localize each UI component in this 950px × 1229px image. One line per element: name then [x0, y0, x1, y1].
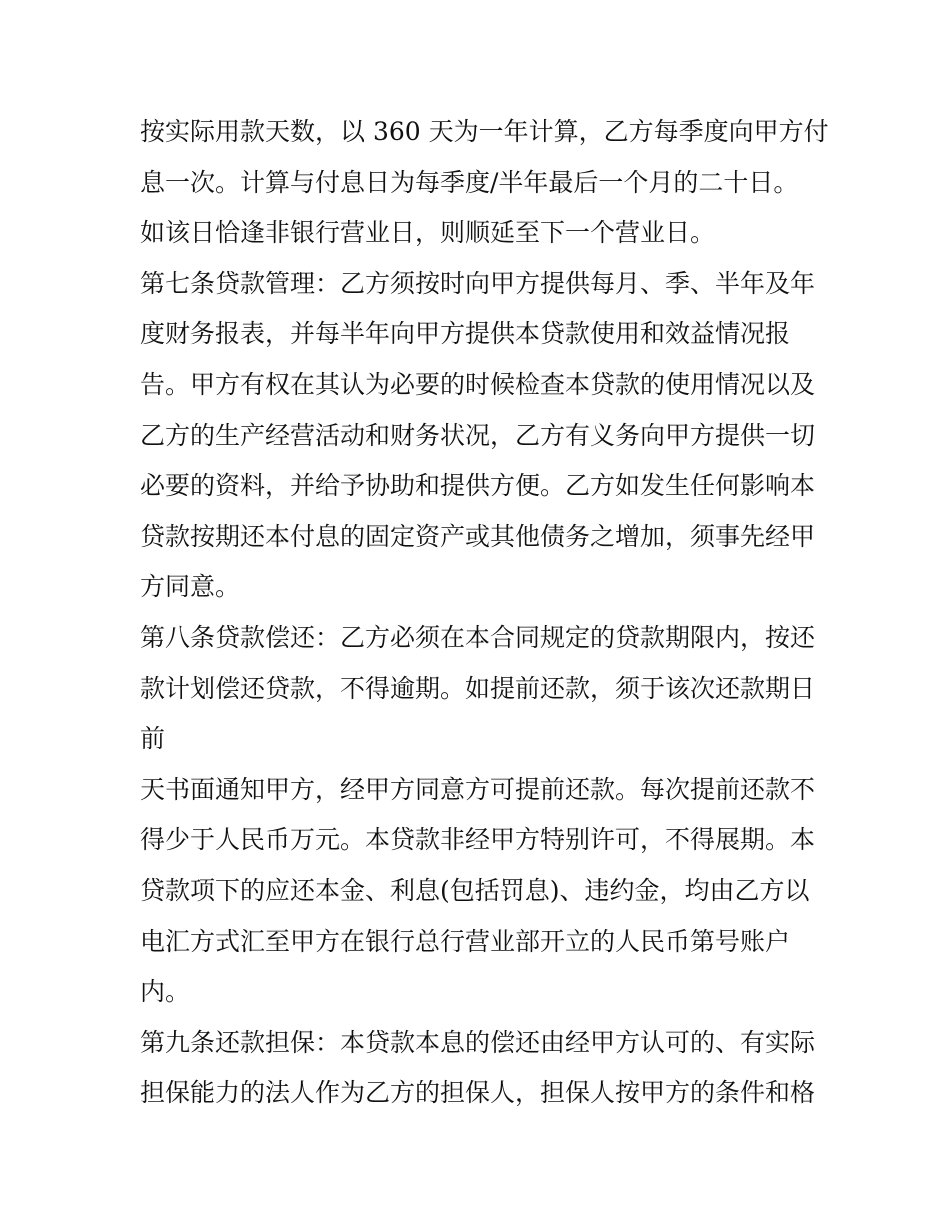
- text-line: 度财务报表，并每半年向甲方提供本贷款使用和效益情况报: [140, 319, 791, 349]
- text-line: 天书面通知甲方，经甲方同意方可提前还款。每次提前还款不: [140, 774, 816, 804]
- text-line: 款计划偿还贷款，不得逾期。如提前还款，须于该次还款期日: [140, 673, 816, 703]
- text-line: 如该日恰逢非银行营业日，则顺延至下一个营业日。: [140, 218, 716, 248]
- text-line: 按实际用款天数，以 360 天为一年计算，乙方每季度向甲方付: [140, 117, 829, 146]
- text-line: 告。甲方有权在其认为必要的时候检查本贷款的使用情况以及: [140, 369, 816, 399]
- text-line: 得少于人民币万元。本贷款非经甲方特别许可，不得展期。本: [140, 825, 816, 855]
- text-line: 息一次。计算与付息日为每季度/半年最后一个月的二十日。: [140, 167, 799, 197]
- text-line: 方同意。: [140, 572, 241, 602]
- text-line: 乙方的生产经营活动和财务状况，乙方有义务向甲方提供一切: [140, 420, 816, 450]
- text-line: 第九条还款担保：本贷款本息的偿还由经甲方认可的、有实际: [140, 1027, 816, 1057]
- text-line: 电汇方式汇至甲方在银行总行营业部开立的人民币第号账户: [140, 926, 791, 956]
- text-line: 第八条贷款偿还：乙方必须在本合同规定的贷款期限内，按还: [140, 622, 816, 652]
- text-line: 第七条贷款管理：乙方须按时向甲方提供每月、季、半年及年: [140, 268, 816, 298]
- text-line: 贷款项下的应还本金、利息(包括罚息)、违约金，均由乙方以: [140, 875, 810, 905]
- text-line: 必要的资料，并给予协助和提供方便。乙方如发生任何影响本: [140, 471, 816, 501]
- text-line: 内。: [140, 977, 191, 1007]
- text-line: 贷款按期还本付息的固定资产或其他债务之增加，须事先经甲: [140, 521, 816, 551]
- text-line: 前: [140, 724, 166, 754]
- contract-text: [140, 107, 829, 1119]
- text-line: 担保能力的法人作为乙方的担保人，担保人按甲方的条件和格: [140, 1078, 816, 1108]
